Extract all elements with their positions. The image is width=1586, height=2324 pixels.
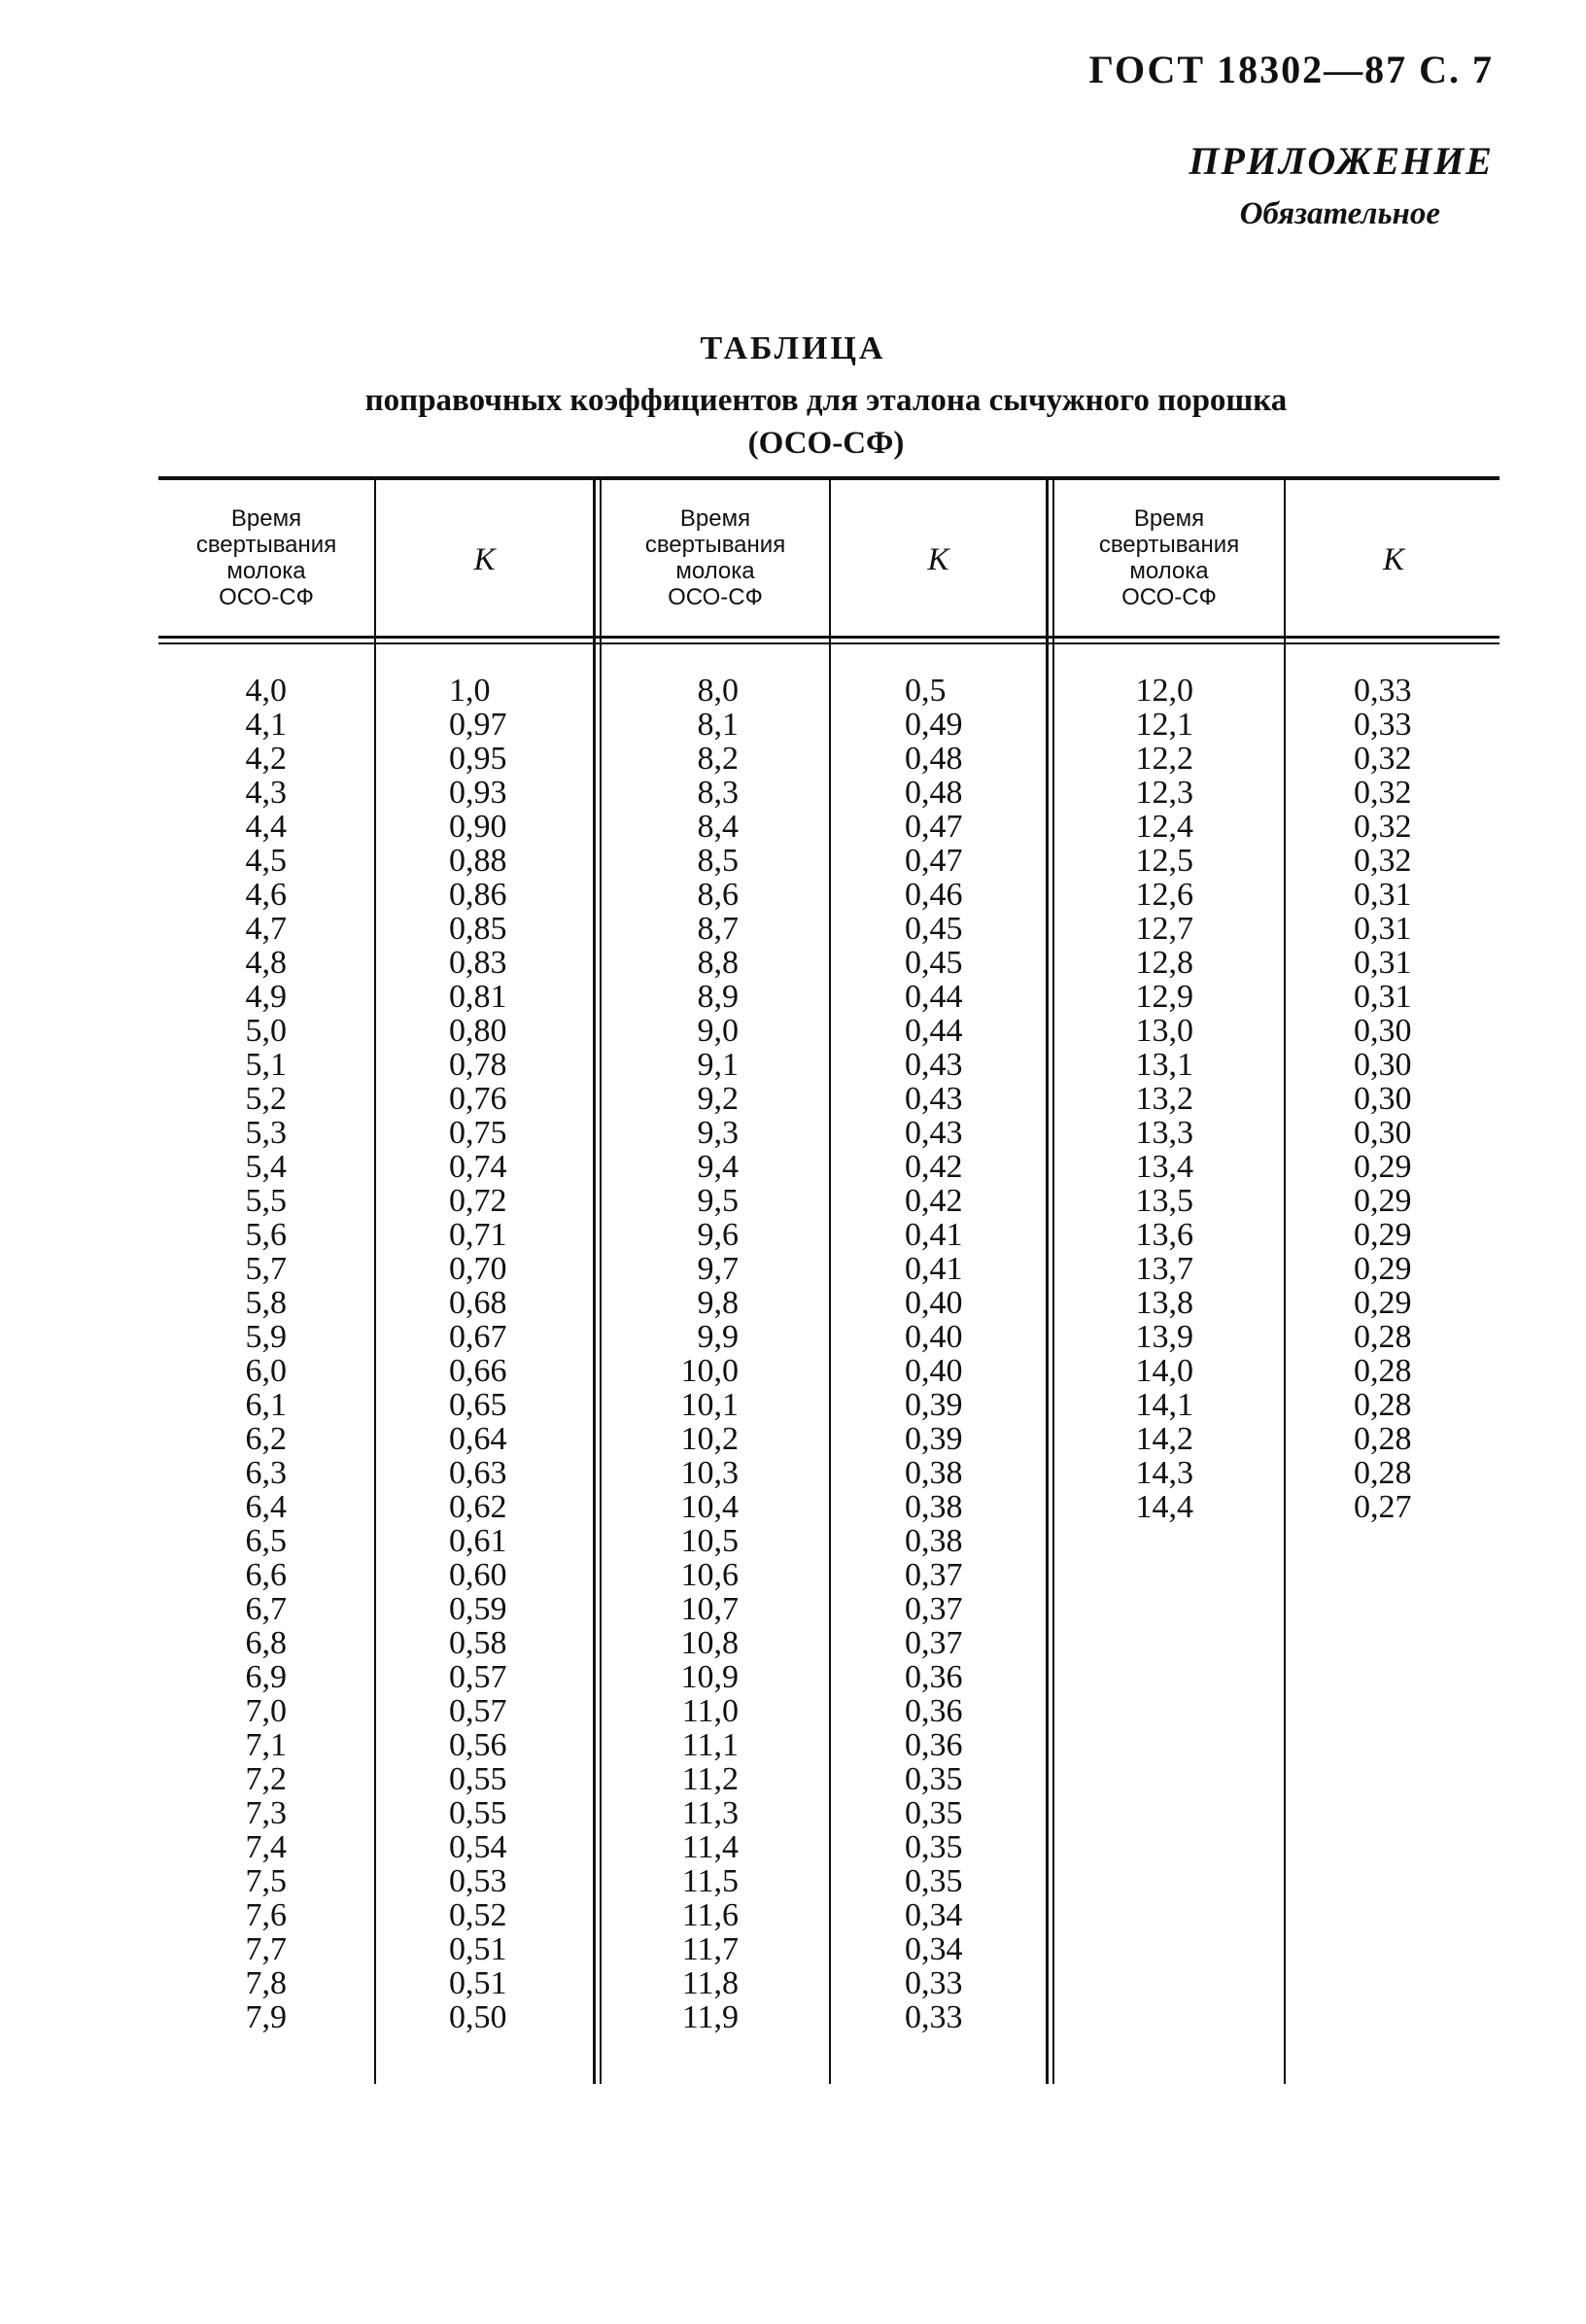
time-cell: 8,4 — [697, 809, 739, 845]
k-cell: 0,85 — [449, 911, 507, 947]
time-cell: 12,7 — [1135, 911, 1193, 947]
k-cell: 0,45 — [905, 945, 963, 981]
k-column-2 — [905, 674, 1041, 2034]
time-cell: 14,0 — [1135, 1353, 1193, 1389]
time-cell: 7,6 — [245, 1897, 287, 1933]
k-cell: 0,40 — [905, 1285, 963, 1321]
column-separator — [1284, 480, 1286, 2084]
k-cell: 0,57 — [449, 1693, 507, 1729]
time-cell: 10,4 — [680, 1489, 739, 1525]
k-cell: 0,42 — [905, 1149, 963, 1185]
k-cell: 0,39 — [905, 1421, 963, 1457]
time-cell: 12,2 — [1135, 741, 1193, 777]
time-cell: 9,4 — [697, 1149, 739, 1185]
time-cell: 4,4 — [245, 809, 287, 845]
k-cell: 0,37 — [905, 1557, 963, 1593]
k-cell: 0,55 — [449, 1795, 507, 1831]
time-cell: 5,6 — [245, 1217, 287, 1253]
column-separator — [829, 480, 831, 2084]
k-column-3 — [1354, 674, 1490, 1524]
time-cell: 8,3 — [697, 775, 739, 811]
k-cell: 0,36 — [905, 1727, 963, 1763]
time-cell: 14,1 — [1135, 1387, 1193, 1423]
time-cell: 8,7 — [697, 911, 739, 947]
time-cell: 8,0 — [697, 673, 739, 709]
time-column-2 — [603, 674, 739, 2034]
k-cell: 0,80 — [449, 1013, 507, 1049]
time-cell: 10,3 — [680, 1455, 739, 1491]
time-cell: 11,8 — [681, 1965, 739, 2001]
time-cell: 10,9 — [680, 1659, 739, 1695]
time-cell: 4,8 — [245, 945, 287, 981]
time-cell: 13,4 — [1135, 1149, 1193, 1185]
time-cell: 5,2 — [245, 1081, 287, 1117]
time-cell: 13,2 — [1135, 1081, 1193, 1117]
time-cell: 5,8 — [245, 1285, 287, 1321]
column-group-separator — [593, 480, 596, 2084]
k-cell: 0,43 — [905, 1047, 963, 1083]
time-cell: 9,1 — [697, 1047, 739, 1083]
time-column-3 — [1050, 674, 1193, 1524]
k-cell: 0,32 — [1354, 843, 1412, 879]
time-cell: 12,6 — [1135, 877, 1193, 913]
k-cell: 0,67 — [449, 1319, 507, 1355]
header-k-3: К — [1383, 542, 1404, 577]
k-cell: 0,41 — [905, 1217, 963, 1253]
k-cell: 0,30 — [1354, 1081, 1412, 1117]
k-cell: 0,48 — [905, 775, 963, 811]
k-cell: 0,48 — [905, 741, 963, 777]
time-cell: 11,6 — [681, 1897, 739, 1933]
time-cell: 7,0 — [245, 1693, 287, 1729]
time-cell: 5,0 — [245, 1013, 287, 1049]
k-cell: 0,64 — [449, 1421, 507, 1457]
k-cell: 0,40 — [905, 1353, 963, 1389]
time-cell: 13,1 — [1135, 1047, 1193, 1083]
time-cell: 4,1 — [245, 707, 287, 743]
time-cell: 11,2 — [681, 1761, 739, 1797]
k-cell: 0,59 — [449, 1591, 507, 1627]
time-cell: 9,3 — [697, 1115, 739, 1151]
k-cell: 0,38 — [905, 1523, 963, 1559]
k-cell: 0,58 — [449, 1625, 507, 1661]
k-cell: 0,35 — [905, 1863, 963, 1899]
time-cell: 8,2 — [697, 741, 739, 777]
k-cell: 0,38 — [905, 1489, 963, 1525]
k-cell: 0,63 — [449, 1455, 507, 1491]
time-cell: 7,7 — [245, 1931, 287, 1967]
time-cell: 4,9 — [245, 979, 287, 1015]
k-cell: 0,33 — [905, 1965, 963, 2001]
k-cell: 0,66 — [449, 1353, 507, 1389]
k-cell: 0,76 — [449, 1081, 507, 1117]
k-cell: 0,72 — [449, 1183, 507, 1219]
time-cell: 5,4 — [245, 1149, 287, 1185]
k-cell: 1,0 — [449, 673, 491, 709]
time-cell: 11,7 — [681, 1931, 739, 1967]
time-cell: 8,6 — [697, 877, 739, 913]
k-cell: 0,74 — [449, 1149, 507, 1185]
k-cell: 0,31 — [1354, 911, 1412, 947]
k-cell: 0,42 — [905, 1183, 963, 1219]
k-cell: 0,86 — [449, 877, 507, 913]
time-cell: 9,5 — [697, 1183, 739, 1219]
k-cell: 0,32 — [1354, 775, 1412, 811]
k-cell: 0,57 — [449, 1659, 507, 1695]
time-cell: 6,7 — [245, 1591, 287, 1627]
k-cell: 0,75 — [449, 1115, 507, 1151]
time-cell: 10,0 — [680, 1353, 739, 1389]
k-cell: 0,37 — [905, 1625, 963, 1661]
column-group-separator — [1046, 480, 1049, 2084]
k-cell: 0,46 — [905, 877, 963, 913]
time-cell: 7,4 — [245, 1829, 287, 1865]
k-cell: 0,30 — [1354, 1115, 1412, 1151]
time-cell: 8,9 — [697, 979, 739, 1015]
k-cell: 0,49 — [905, 707, 963, 743]
time-cell: 14,3 — [1135, 1455, 1193, 1491]
time-cell: 10,6 — [680, 1557, 739, 1593]
k-cell: 0,50 — [449, 1999, 507, 2035]
k-cell: 0,71 — [449, 1217, 507, 1253]
k-cell: 0,40 — [905, 1319, 963, 1355]
k-cell: 0,29 — [1354, 1251, 1412, 1287]
time-cell: 12,8 — [1135, 945, 1193, 981]
time-cell: 4,0 — [245, 673, 287, 709]
k-cell: 0,28 — [1354, 1387, 1412, 1423]
k-cell: 0,29 — [1354, 1285, 1412, 1321]
k-cell: 0,30 — [1354, 1013, 1412, 1049]
time-cell: 5,5 — [245, 1183, 287, 1219]
k-cell: 0,33 — [1354, 707, 1412, 743]
time-cell: 12,9 — [1135, 979, 1193, 1015]
time-column-1 — [155, 674, 287, 2034]
time-cell: 6,4 — [245, 1489, 287, 1525]
time-cell: 11,1 — [681, 1727, 739, 1763]
k-cell: 0,52 — [449, 1897, 507, 1933]
k-cell: 0,60 — [449, 1557, 507, 1593]
time-cell: 6,1 — [245, 1387, 287, 1423]
appendix-title: ПРИЛОЖЕНИЕ — [1189, 139, 1494, 183]
k-cell: 0,33 — [905, 1999, 963, 2035]
k-cell: 0,39 — [905, 1387, 963, 1423]
k-cell: 0,33 — [1354, 673, 1412, 709]
table-caption-line2: (ОСО-СФ) — [747, 426, 905, 461]
time-cell: 5,9 — [245, 1319, 287, 1355]
k-cell: 0,88 — [449, 843, 507, 879]
time-cell: 11,9 — [681, 1999, 739, 2035]
k-cell: 0,54 — [449, 1829, 507, 1865]
time-cell: 9,8 — [697, 1285, 739, 1321]
k-cell: 0,53 — [449, 1863, 507, 1899]
time-cell: 6,6 — [245, 1557, 287, 1593]
k-cell: 0,29 — [1354, 1149, 1412, 1185]
column-separator — [374, 480, 376, 2084]
k-cell: 0,35 — [905, 1795, 963, 1831]
time-cell: 11,5 — [681, 1863, 739, 1899]
time-cell: 12,5 — [1135, 843, 1193, 879]
k-cell: 0,32 — [1354, 809, 1412, 845]
k-cell: 0,30 — [1354, 1047, 1412, 1083]
time-cell: 6,5 — [245, 1523, 287, 1559]
time-cell: 12,4 — [1135, 809, 1193, 845]
time-cell: 7,3 — [245, 1795, 287, 1831]
time-cell: 7,8 — [245, 1965, 287, 2001]
k-cell: 0,5 — [905, 673, 947, 709]
k-cell: 0,51 — [449, 1965, 507, 2001]
time-cell: 6,8 — [245, 1625, 287, 1661]
time-cell: 10,5 — [680, 1523, 739, 1559]
time-cell: 8,8 — [697, 945, 739, 981]
k-cell: 0,41 — [905, 1251, 963, 1287]
k-cell: 0,61 — [449, 1523, 507, 1559]
k-cell: 0,31 — [1354, 945, 1412, 981]
time-cell: 4,7 — [245, 911, 287, 947]
time-cell: 13,8 — [1135, 1285, 1193, 1321]
time-cell: 13,3 — [1135, 1115, 1193, 1151]
k-cell: 0,43 — [905, 1115, 963, 1151]
k-cell: 0,32 — [1354, 741, 1412, 777]
k-cell: 0,43 — [905, 1081, 963, 1117]
time-cell: 9,6 — [697, 1217, 739, 1253]
table-caption — [0, 379, 1586, 465]
table-caption-line1: поправочных коэффициентов для эталона сычужного порошка — [364, 383, 1288, 418]
time-cell: 10,2 — [680, 1421, 739, 1457]
time-cell: 9,7 — [697, 1251, 739, 1287]
time-cell: 13,0 — [1135, 1013, 1193, 1049]
time-cell: 13,6 — [1135, 1217, 1193, 1253]
time-cell: 8,5 — [697, 843, 739, 879]
column-group-separator — [600, 480, 602, 2084]
k-cell: 0,65 — [449, 1387, 507, 1423]
header-time-2: Время свертывания молока ОСО-СФ — [644, 505, 786, 610]
time-cell: 14,4 — [1135, 1489, 1193, 1525]
time-cell: 11,4 — [681, 1829, 739, 1865]
time-cell: 6,9 — [245, 1659, 287, 1695]
time-cell: 5,1 — [245, 1047, 287, 1083]
k-cell: 0,35 — [905, 1761, 963, 1797]
k-cell: 0,83 — [449, 945, 507, 981]
k-cell: 0,38 — [905, 1455, 963, 1491]
time-cell: 11,0 — [681, 1693, 739, 1729]
time-cell: 10,8 — [680, 1625, 739, 1661]
k-cell: 0,81 — [449, 979, 507, 1015]
time-cell: 13,5 — [1135, 1183, 1193, 1219]
k-cell: 0,36 — [905, 1659, 963, 1695]
k-cell: 0,28 — [1354, 1421, 1412, 1457]
k-cell: 0,45 — [905, 911, 963, 947]
time-cell: 7,2 — [245, 1761, 287, 1797]
time-cell: 6,2 — [245, 1421, 287, 1457]
k-cell: 0,37 — [905, 1591, 963, 1627]
time-cell: 12,3 — [1135, 775, 1193, 811]
k-cell: 0,35 — [905, 1829, 963, 1865]
k-cell: 0,95 — [449, 741, 507, 777]
time-cell: 4,3 — [245, 775, 287, 811]
k-cell: 0,70 — [449, 1251, 507, 1287]
time-cell: 4,5 — [245, 843, 287, 879]
time-cell: 6,3 — [245, 1455, 287, 1491]
k-cell: 0,47 — [905, 843, 963, 879]
k-cell: 0,56 — [449, 1727, 507, 1763]
k-cell: 0,34 — [905, 1931, 963, 1967]
k-cell: 0,29 — [1354, 1217, 1412, 1253]
header-time-3: Время свертывания молока ОСО-СФ — [1098, 505, 1240, 610]
k-column-1 — [449, 674, 585, 2034]
k-cell: 0,62 — [449, 1489, 507, 1525]
time-cell: 7,1 — [245, 1727, 287, 1763]
time-cell: 6,0 — [245, 1353, 287, 1389]
time-cell: 10,7 — [680, 1591, 739, 1627]
time-cell: 4,2 — [245, 741, 287, 777]
time-cell: 9,2 — [697, 1081, 739, 1117]
k-cell: 0,44 — [905, 1013, 963, 1049]
header-time-1: Время свертывания молока ОСО-СФ — [195, 505, 337, 610]
time-cell: 14,2 — [1135, 1421, 1193, 1457]
k-cell: 0,93 — [449, 775, 507, 811]
time-cell: 8,1 — [697, 707, 739, 743]
k-cell: 0,55 — [449, 1761, 507, 1797]
time-cell: 11,3 — [681, 1795, 739, 1831]
k-cell: 0,28 — [1354, 1353, 1412, 1389]
time-cell: 9,9 — [697, 1319, 739, 1355]
header-k-2: К — [927, 542, 949, 577]
k-cell: 0,28 — [1354, 1455, 1412, 1491]
time-cell: 5,3 — [245, 1115, 287, 1151]
time-cell: 13,9 — [1135, 1319, 1193, 1355]
k-cell: 0,47 — [905, 809, 963, 845]
k-cell: 0,36 — [905, 1693, 963, 1729]
time-cell: 4,6 — [245, 877, 287, 913]
k-cell: 0,90 — [449, 809, 507, 845]
header-k-1: К — [473, 542, 496, 577]
time-cell: 7,5 — [245, 1863, 287, 1899]
page-header: ГОСТ 18302—87 С. 7 — [1088, 48, 1494, 91]
k-cell: 0,34 — [905, 1897, 963, 1933]
k-cell: 0,51 — [449, 1931, 507, 1967]
k-cell: 0,31 — [1354, 877, 1412, 913]
time-cell: 10,1 — [680, 1387, 739, 1423]
time-cell: 7,9 — [245, 1999, 287, 2035]
k-cell: 0,29 — [1354, 1183, 1412, 1219]
k-cell: 0,44 — [905, 979, 963, 1015]
time-cell: 13,7 — [1135, 1251, 1193, 1287]
time-cell: 9,0 — [697, 1013, 739, 1049]
time-cell: 5,7 — [245, 1251, 287, 1287]
k-cell: 0,28 — [1354, 1319, 1412, 1355]
time-cell: 12,0 — [1135, 673, 1193, 709]
k-cell: 0,97 — [449, 707, 507, 743]
k-cell: 0,78 — [449, 1047, 507, 1083]
k-cell: 0,27 — [1354, 1489, 1412, 1525]
time-cell: 12,1 — [1135, 707, 1193, 743]
appendix-status: Обязательное — [1239, 196, 1440, 231]
k-cell: 0,68 — [449, 1285, 507, 1321]
table-title: ТАБЛИЦА — [700, 330, 886, 366]
k-cell: 0,31 — [1354, 979, 1412, 1015]
